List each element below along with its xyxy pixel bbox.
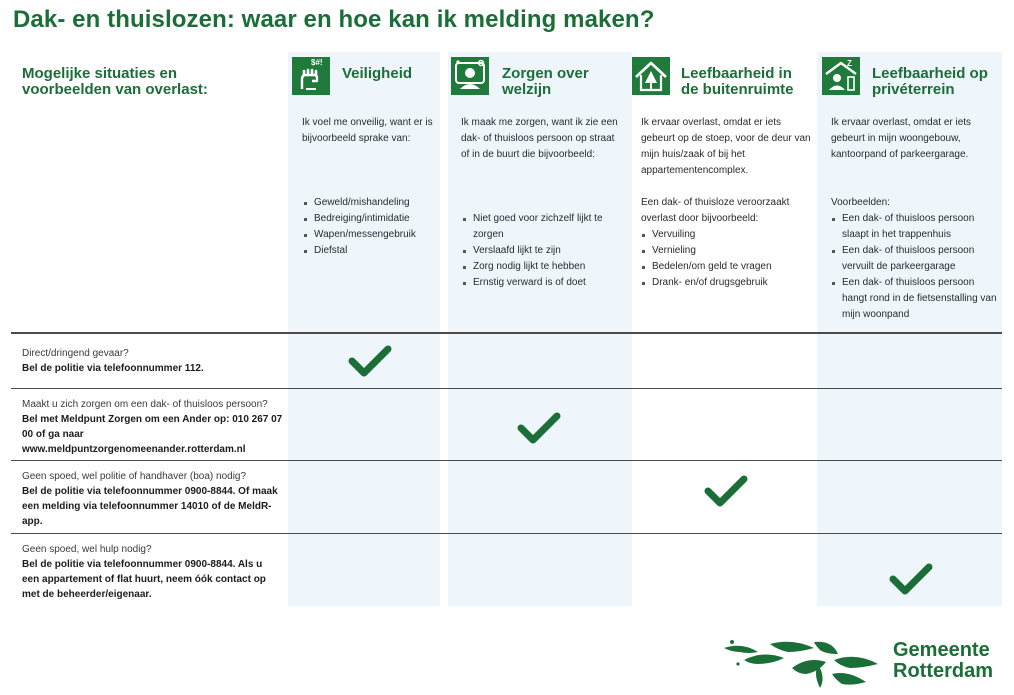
list-item: Drank- en/of drugsgebruik [641,275,811,291]
list-item: Een dak- of thuisloos persoon hangt rond in de fietsenstalling van mijn woonpand [831,275,997,323]
row-police-boa [22,469,312,529]
row-question: Geen spoed, wel politie of handhaver (boa) nodig? [22,471,247,482]
list-item: Vernieling [641,243,811,259]
category-intro-priveterrein: Ik ervaar overlast, omdat er iets gebeurt in mijn woongebouw, kantoorpand of parkeergarage. [831,117,972,160]
row-answer: Bel met Meldpunt Zorgen om een Ander op: 010 267 07 00 of ga naar www.meldpuntzorgenomeenander.rotterdam.nl [22,414,283,455]
checkmark-icon [515,410,563,446]
category-title-priveterrein: Leefbaarheid op privéterrein [872,65,988,98]
row-question: Geen spoed, wel hulp nodig? [22,544,152,555]
rotterdam-logo-mark [722,634,880,690]
bullet-list-priveterrein [831,211,997,323]
divider [11,533,1002,534]
rotterdam-logo-text [893,640,993,682]
divider [11,332,1002,334]
row-answer: Bel de politie via telefoonnummer 112. [22,363,204,374]
category-intro-zorgen: Ik maak me zorgen, want ik zie een dak- of thuisloos persoon op straat of in de buurt die bijvoorbeeld: [461,117,618,160]
row-direct-danger [22,346,312,376]
row-answer: Bel de politie via telefoonnummer 0900-8844. Als u een appartement of flat huurt, neem óók contact op met de beheerder/eigenaar. [22,559,266,600]
list-item: Geweld/mishandeling [303,195,438,211]
row-worried [22,397,312,457]
logo-line-2: Rotterdam [893,660,994,682]
house-tree-icon [632,57,670,95]
checkmark-icon [346,343,394,379]
divider [11,460,1002,461]
list-item: Vervuiling [641,227,811,243]
worry-person-icon [451,57,489,95]
category-label-buitenruimte: Een dak- of thuisloze veroorzaakt overlast door bijvoorbeeld: [641,197,790,224]
category-title-zorgen: Zorgen over welzijn [502,65,589,98]
list-item: Bedreiging/intimidatie [303,211,438,227]
sleeping-icon-text: Z [847,59,852,68]
safety-icon-text: $#! [311,58,323,67]
row-question: Maakt u zich zorgen om een dak- of thuisloos persoon? [22,399,268,410]
checkmark-icon [887,561,935,597]
list-item: Ernstig verward is of doet [462,275,622,291]
divider [11,388,1002,389]
category-intro-veiligheid: Ik voel me onveilig, want er is bijvoorbeeld sprake van: [302,117,433,144]
bullet-list-zorgen [462,211,622,291]
list-item: Zorg nodig lijkt te hebben [462,259,622,275]
list-item: Diefstal [303,243,438,259]
list-item: Bedelen/om geld te vragen [641,259,811,275]
bullet-list-veiligheid [303,195,438,259]
category-title-veiligheid: Veiligheid [342,65,413,82]
sleeping-person-icon [822,57,860,95]
row-question: Direct/dringend gevaar? [22,348,129,359]
page-title: Dak- en thuislozen: waar en hoe kan ik melding maken? [13,6,655,33]
category-label-priveterrein: Voorbeelden: [831,197,890,208]
list-item: Wapen/messengebruik [303,227,438,243]
list-item: Een dak- of thuisloos persoon vervuilt de parkeergarage [831,243,997,275]
situations-heading: Mogelijke situaties en voorbeelden van overlast: [22,65,208,98]
bullet-list-buitenruimte [641,227,811,291]
list-item: Verslaafd lijkt te zijn [462,243,622,259]
list-item: Een dak- of thuisloos persoon slaapt in het trappenhuis [831,211,997,243]
list-item: Niet goed voor zichzelf lijkt te zorgen [462,211,622,243]
logo-line-1: Gemeente [893,639,990,661]
row-help-needed [22,542,312,602]
row-answer: Bel de politie via telefoonnummer 0900-8844. Of maak een melding via telefoonnummer 14010 of de MeldR-app. [22,486,278,527]
category-title-buitenruimte: Leefbaarheid in de buitenruimte [681,65,794,98]
category-intro-buitenruimte: Ik ervaar overlast, omdat er iets gebeurt op de stoep, voor de deur van mijn huis/zaak of bij het appartementencomplex. [641,117,811,176]
checkmark-icon [702,473,750,509]
